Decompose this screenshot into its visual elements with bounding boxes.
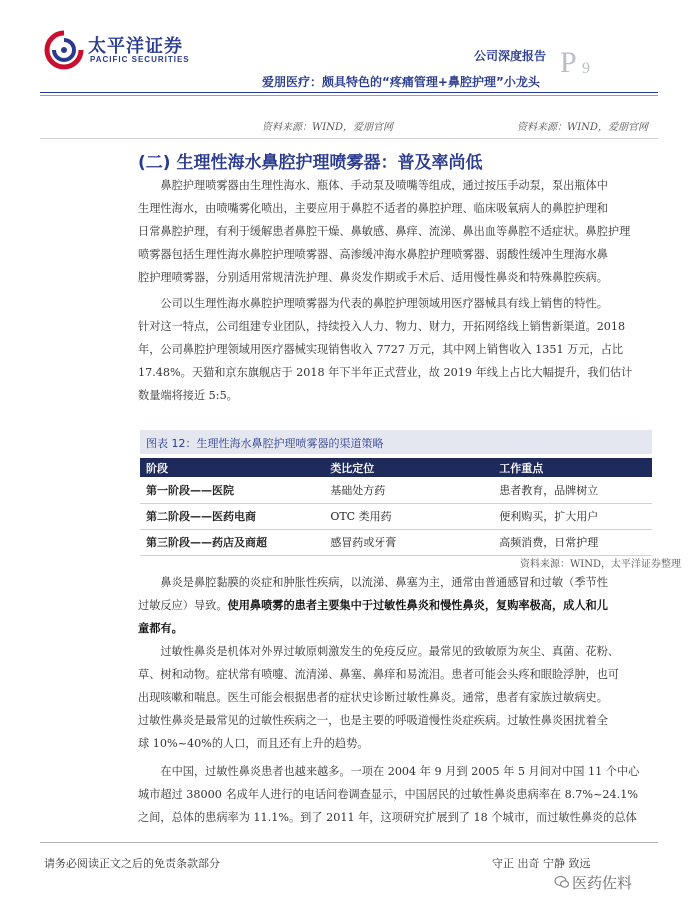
text-segment: 过敏反应）导致。 bbox=[138, 599, 228, 612]
column-header-positioning: 类比定位 bbox=[324, 458, 493, 477]
text-line: 在中国，过敏性鼻炎患者也越来越多。一项在 2004 年 9 月到 2005 年 5 月间对中国 11 个中心 bbox=[160, 765, 640, 778]
paragraph-nasal-sprayer bbox=[138, 174, 652, 289]
figure-source-left: 资料来源：WIND，爱朋官网 bbox=[262, 122, 393, 133]
text-line bbox=[138, 594, 652, 617]
paragraph-allergic-rhinitis bbox=[138, 640, 652, 755]
table-cell: 感冒药或牙膏 bbox=[324, 529, 493, 555]
table-header-row bbox=[140, 458, 652, 477]
table-row bbox=[140, 529, 652, 555]
text-line: 过敏性鼻炎是最常见的过敏性疾病之一，也是主要的呼吸道慢性炎症疾病。过敏性鼻炎困扰着全 bbox=[138, 714, 608, 727]
table-cell: OTC 类用药 bbox=[324, 503, 493, 529]
table-cell: 基础处方药 bbox=[324, 477, 493, 503]
report-type: 公司深度报告 bbox=[474, 49, 547, 63]
table-row bbox=[140, 477, 652, 503]
brand-name-en: PACIFIC SECURITIES bbox=[90, 55, 190, 64]
text-line: 日常鼻腔护理，有利于缓解患者鼻腔干燥、鼻敏感、鼻痒、流涕、鼻出血等鼻腔不适症状。鼻腔护理 bbox=[138, 225, 631, 238]
table-row bbox=[140, 503, 652, 529]
table-cell: 高频消费，日常护理 bbox=[493, 529, 652, 555]
highlight-text: 童都有。 bbox=[138, 621, 183, 635]
table-cell: 患者教育，品牌树立 bbox=[493, 477, 652, 503]
header-divider bbox=[40, 92, 658, 93]
paragraph-rhinitis bbox=[138, 571, 652, 640]
section-heading: (二) 生理性海水鼻腔护理喷雾器：普及率尚低 bbox=[138, 153, 483, 173]
source-divider bbox=[40, 138, 658, 139]
text-line: 之间，总体的患病率为 11.1%。到了 2011 年，这项研究扩展到了 18 个城市，而过敏性鼻炎的总体 bbox=[138, 811, 637, 824]
header-divider-thin bbox=[40, 95, 658, 96]
column-header-stage: 阶段 bbox=[140, 458, 324, 477]
text-line: 数量端将接近 5:5。 bbox=[138, 389, 238, 402]
figure-source-right: 资料来源：WIND，爱朋官网 bbox=[517, 122, 648, 133]
text-line: 生理性海水，由喷嘴雾化喷出，主要应用于鼻腔不适者的鼻腔护理、临床吸氧病人的鼻腔护理和 bbox=[138, 202, 608, 215]
column-header-focus: 工作重点 bbox=[493, 458, 652, 477]
text-line: 鼻炎是鼻腔黏膜的炎症和肿胀性疾病，以流涕、鼻塞为主，通常由普通感冒和过敏（季节性 bbox=[160, 576, 608, 589]
wechat-icon bbox=[554, 874, 570, 890]
report-title: 爱朋医疗：颇具特色的“疼痛管理+鼻腔护理”小龙头 bbox=[262, 75, 540, 89]
text-line: 城市超过 38000 名成年人进行的电话问卷调查显示，中国居民的过敏性鼻炎患病率在 8.7%~24.1% bbox=[138, 788, 638, 801]
watermark-text: 医药佐料 bbox=[572, 874, 633, 892]
brand-name-cn: 太平洋证券 bbox=[88, 36, 183, 57]
table-cell: 第一阶段——医院 bbox=[140, 477, 324, 503]
text-line: 年，公司鼻腔护理领域用医疗器械实现销售收入 7727 万元，其中网上销售收入 1351 万元，占比 bbox=[138, 343, 624, 356]
channel-strategy-table bbox=[140, 458, 652, 556]
page-letter: P bbox=[560, 46, 577, 79]
text-line: 鼻腔护理喷雾器由生理性海水、瓶体、手动泵及喷嘴等组成，通过按压手动泵，泵出瓶体中 bbox=[160, 179, 608, 192]
table-cell: 便利购买，扩大用户 bbox=[493, 503, 652, 529]
table-cell: 第三阶段——药店及商超 bbox=[140, 529, 324, 555]
footer-disclaimer: 请务必阅读正文之后的免责条款部分 bbox=[44, 857, 220, 870]
page-header bbox=[0, 0, 700, 110]
page-number: 9 bbox=[582, 60, 590, 77]
text-line: 腔护理喷雾器，分别适用常规清洗护理、鼻炎发作期或手术后、适用慢性鼻炎和特殊鼻腔疾病。 bbox=[138, 271, 608, 284]
text-line: 公司以生理性海水鼻腔护理喷雾器为代表的鼻腔护理领域用医疗器械具有线上销售的特性。 bbox=[160, 297, 608, 310]
text-line: 球 10%~40%的人口，而且还有上升的趋势。 bbox=[138, 737, 369, 750]
highlight-text: 使用鼻喷雾的患者主要集中于过敏性鼻炎和慢性鼻炎，复购率极高，成人和儿 bbox=[227, 598, 608, 612]
text-line: 针对这一特点，公司组建专业团队，持续投入人力、物力、财力，开拓网络线上销售新渠道。2018 bbox=[138, 320, 626, 333]
pacific-logo-icon bbox=[44, 30, 84, 70]
footer-divider bbox=[40, 842, 658, 843]
footer-motto: 守正 出奇 宁静 致远 bbox=[492, 857, 591, 870]
table-cell: 第二阶段——医药电商 bbox=[140, 503, 324, 529]
text-line: 草、树和动物。症状常有喷嚏、流清涕、鼻塞、鼻痒和易流泪。患者可能会头疼和眼睑浮肿，也可 bbox=[138, 668, 620, 681]
text-line: 出现咳嗽和喘息。医生可能会根据患者的症状史诊断过敏性鼻炎。通常，患者有家族过敏病史。 bbox=[138, 691, 608, 704]
text-line: 过敏性鼻炎是机体对外界过敏原刺激发生的免疫反应。最常见的致敏原为灰尘、真菌、花粉、 bbox=[160, 645, 620, 658]
table-caption: 图表 12：生理性海水鼻腔护理喷雾器的渠道策略 bbox=[140, 430, 652, 454]
text-line: 17.48%。天猫和京东旗舰店于 2018 年下半年正式营业，故 2019 年线上占比大幅提升，我们估计 bbox=[138, 366, 633, 379]
paragraph-china-prevalence bbox=[138, 760, 652, 829]
brand-logo bbox=[44, 30, 194, 70]
paragraph-online-sales bbox=[138, 292, 652, 407]
table-source: 资料来源：WIND，太平洋证券整理 bbox=[520, 559, 681, 570]
text-line: 喷雾器包括生理性海水鼻腔护理喷雾器、高渗缓冲海水鼻腔护理喷雾器、弱酸性缓冲生理海水鼻 bbox=[138, 248, 608, 261]
